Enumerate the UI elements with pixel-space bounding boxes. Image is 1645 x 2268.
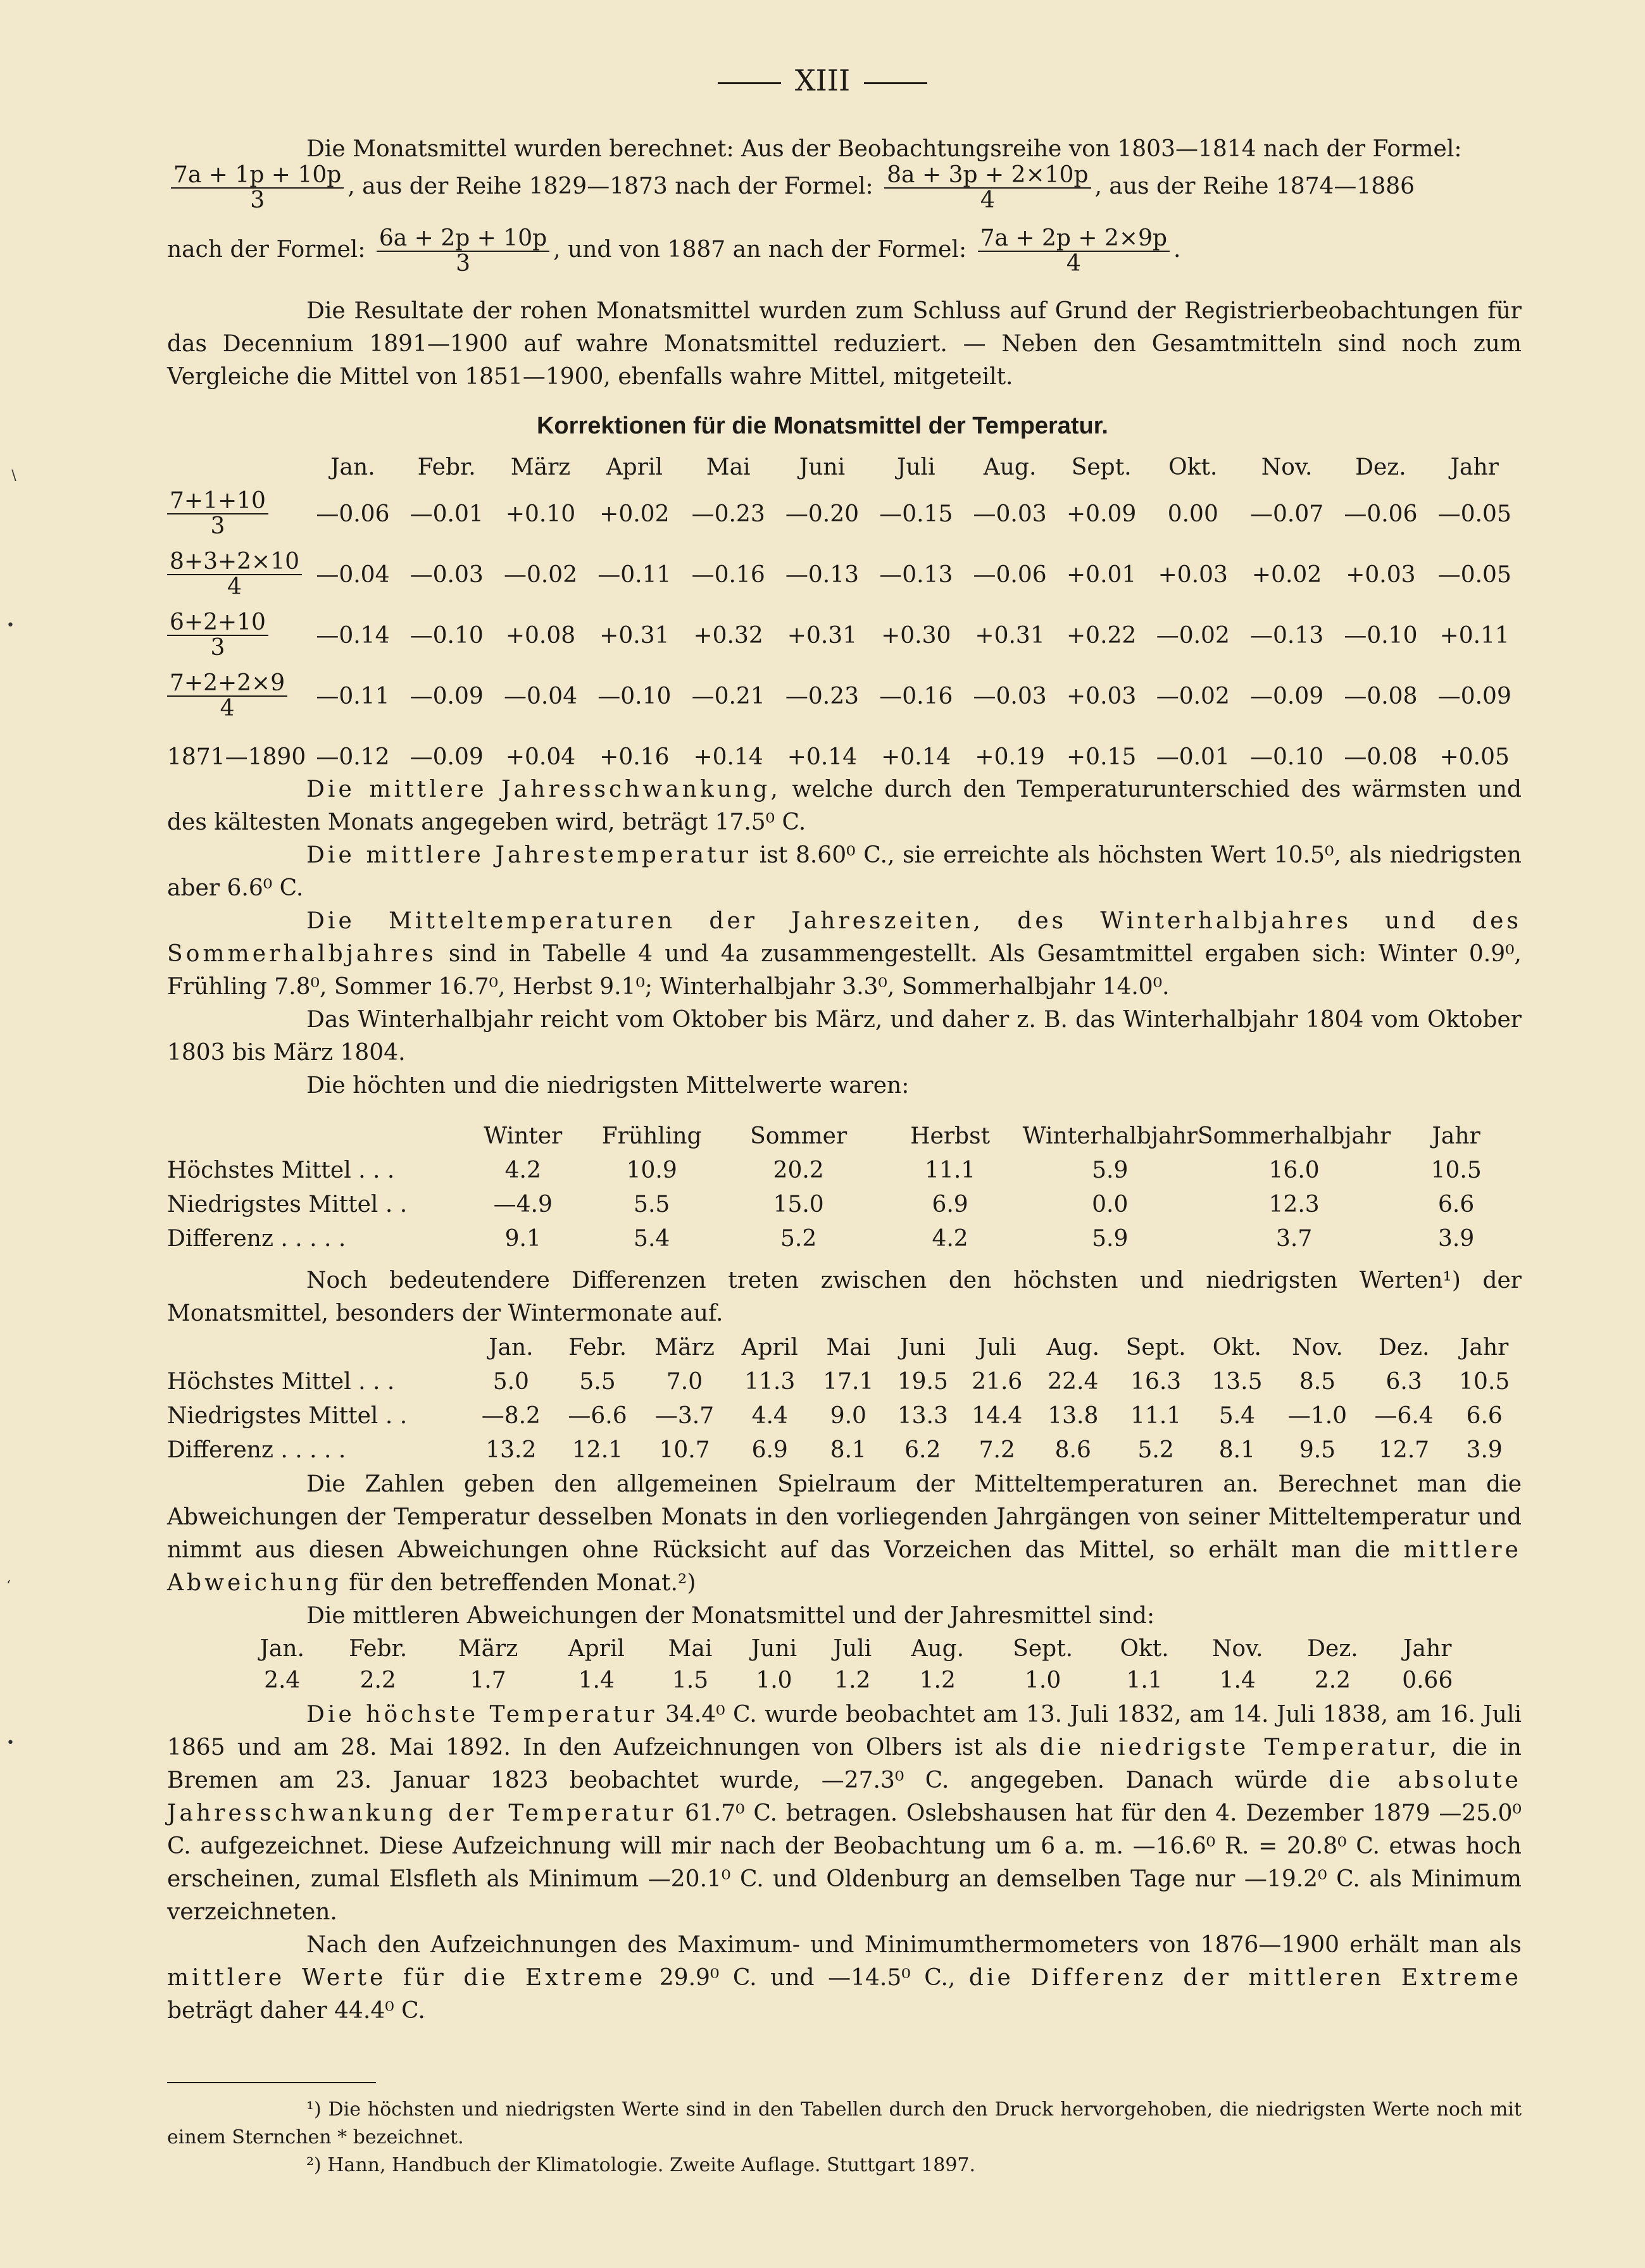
formula-denominator: 3 — [210, 513, 225, 539]
extreme-value: 4.4 — [751, 1402, 788, 1429]
season-value: 12.3 — [1268, 1191, 1320, 1218]
correction-formula — [167, 611, 268, 660]
corrections-row — [167, 666, 1522, 726]
deviations-values-row — [241, 1664, 1475, 1696]
correction-value: —0.20 — [785, 501, 860, 527]
correction-formula-label — [167, 483, 306, 544]
correction-value: —0.10 — [1344, 622, 1418, 649]
corrections-corner-cell — [167, 451, 306, 483]
text-block-1 — [167, 773, 1522, 1102]
correction-value: +0.32 — [693, 622, 763, 649]
correction-value: —0.02 — [1156, 622, 1230, 649]
table-corner-cell — [167, 1119, 462, 1153]
month-header: Febr. — [568, 1334, 627, 1361]
correction-value: —0.05 — [1437, 501, 1511, 527]
correction-value: —0.06 — [1344, 501, 1418, 527]
formula-line-1: $\frac{7a + 1p + 10p}{3}$ , aus der Reihe 1829—1873 nach der Formel: $\frac{8a + 3p + 2⨯10p}{4}$ , aus der Reihe 1874—1886 — [167, 163, 1522, 213]
month-header: Dez. — [1355, 454, 1406, 480]
month-header: Jahr — [1403, 1635, 1452, 1662]
month-header: Febr. — [417, 454, 476, 480]
extreme-value: 6.6 — [1466, 1402, 1503, 1429]
extreme-value: 21.6 — [972, 1368, 1023, 1395]
correction-value: +0.31 — [975, 622, 1045, 649]
extreme-value: 10.7 — [659, 1436, 710, 1463]
correction-formula-label — [167, 666, 306, 726]
month-header: Jahr — [1450, 454, 1499, 480]
deviation-value: 2.2 — [1314, 1667, 1351, 1693]
correction-value: +0.14 — [787, 744, 858, 770]
season-value: 5.4 — [634, 1225, 670, 1252]
para-jahreszeiten: Die Mitteltemperaturen der Jahreszeiten, des Winterhalbjahres und des Sommerhalbjahres sind in Tabelle 4 und 4a zusammengestellt. Als Gesamtmittel ergaben sich: Winter 0.9⁰, Frühling 7.8⁰, Sommer 16.7⁰, Herbst 9.1⁰; Winterhalbjahr 3.3⁰, Sommerhalbjahr 14.0⁰. — [167, 908, 1522, 1000]
correction-value: +0.02 — [599, 501, 670, 527]
extreme-value: 17.1 — [823, 1368, 874, 1395]
extreme-value: 8.1 — [1218, 1436, 1256, 1463]
correction-formula — [167, 671, 287, 721]
para-winterhalbjahr: Das Winterhalbjahr reicht vom Oktober bis März, und daher z. B. das Winterhalbjahr 1804 vom Oktober 1803 bis März 1804. — [167, 1007, 1522, 1066]
month-header: März — [458, 1635, 518, 1662]
monthly-extremes-table — [167, 1330, 1522, 1467]
para-abweichungen-intro: Die mittleren Abweichungen der Monatsmittel und der Jahresmittel sind: — [306, 1603, 1155, 1629]
row-label: Niedrigstes Mittel . . — [167, 1191, 408, 1218]
deviation-value: 1.5 — [672, 1667, 709, 1693]
correction-value: +0.04 — [505, 744, 576, 770]
extremes-row — [167, 1364, 1522, 1399]
season-value: 9.1 — [504, 1225, 541, 1252]
deviation-value: 1.2 — [919, 1667, 956, 1693]
para-extreme: Nach den Aufzeichnungen des Maximum- und Minimumthermometers von 1876—1900 erhält man als mittlere Werte für die Extreme 29.9⁰ C. und —14.5⁰ C., die Differenz der mittleren Extreme beträgt daher 44.4⁰ C. — [167, 1932, 1522, 2024]
correction-value: —0.14 — [316, 622, 390, 649]
extreme-value: 12.7 — [1379, 1436, 1430, 1463]
correction-value: —0.21 — [691, 683, 765, 709]
month-header: April — [606, 454, 663, 480]
deviation-value: 1.7 — [470, 1667, 506, 1693]
extreme-value: 3.9 — [1466, 1436, 1503, 1463]
para-zahlen: Die Zahlen geben den allgemeinen Spielraum der Mitteltemperaturen an. Berechnet man die Abweichungen der Temperatur desselben Monats in den vorliegenden Jahrgängen von seiner Mitteltemperatur und nimmt aus diesen Abweichungen ohne Rücksicht auf das Vorzeichen das Mittel, so erhält man die mittlere Abweichung für den betreffenden Monat.²) — [167, 1471, 1522, 1596]
deviation-value: 1.0 — [756, 1667, 792, 1693]
extremes-row — [167, 1433, 1522, 1467]
corrections-row — [167, 483, 1522, 544]
extreme-value: 5.2 — [1137, 1436, 1174, 1463]
month-header: Jan. — [330, 454, 375, 480]
month-header: Sept. — [1125, 1334, 1186, 1361]
deviation-value: 1.4 — [578, 1667, 615, 1693]
correction-value: —0.13 — [1250, 622, 1324, 649]
correction-value: +0.05 — [1439, 744, 1510, 770]
formula-1: $\frac{7a + 1p + 10p}{3}$ — [171, 163, 344, 213]
season-value: 6.9 — [932, 1191, 968, 1218]
para-jahresschwankung: Die mittlere Jahresschwankung, welche durch den Temperaturunterschied des wärmsten und des kältesten Monats angegeben wird, beträgt 17.5⁰ C. — [167, 776, 1522, 835]
formula-2: $\frac{8a + 3p + 2⨯10p}{4}$ — [884, 163, 1091, 213]
month-header: Dez. — [1307, 1635, 1358, 1662]
month-header: Okt. — [1168, 454, 1218, 480]
seasons-table — [167, 1119, 1522, 1256]
season-header: Sommer — [750, 1123, 848, 1149]
row-label: Differenz . . . . . — [167, 1436, 346, 1463]
correction-value: +0.31 — [787, 622, 858, 649]
formula-intro-text: Die Monatsmittel wurden berechnet: Aus der Beobachtungsreihe von 1803—1814 nach der Formel: — [306, 136, 1462, 162]
month-header: Juli — [833, 1635, 872, 1662]
correction-value: —0.04 — [503, 683, 578, 709]
month-header: Sept. — [1071, 454, 1132, 480]
correction-value: —0.11 — [597, 561, 672, 588]
correction-value: —0.01 — [1156, 744, 1230, 770]
corrections-table — [167, 451, 1522, 787]
extreme-value: 22.4 — [1048, 1368, 1099, 1395]
correction-value: —0.05 — [1437, 561, 1511, 588]
season-value: 5.2 — [780, 1225, 817, 1252]
month-header: April — [741, 1334, 798, 1361]
correction-formula-label — [167, 544, 306, 605]
formula-intro-line — [167, 133, 1522, 166]
correction-value: +0.22 — [1066, 622, 1137, 649]
correction-value: +0.03 — [1066, 683, 1137, 709]
corrections-header-row — [167, 451, 1522, 483]
correction-formula — [167, 550, 302, 599]
footnote-rule — [167, 2082, 376, 2083]
month-header: Dez. — [1378, 1334, 1430, 1361]
correction-value: —0.03 — [973, 501, 1047, 527]
formula-numerator: 7+1+10 — [167, 489, 268, 514]
month-header: Nov. — [1211, 1635, 1263, 1662]
month-header: Jan. — [489, 1334, 534, 1361]
page-number: XIII — [794, 63, 851, 97]
season-value: 3.7 — [1275, 1225, 1313, 1252]
margin-mark: • — [6, 1735, 15, 1751]
correction-value: —0.01 — [410, 501, 484, 527]
correction-value: —0.02 — [1156, 683, 1230, 709]
seasons-row — [167, 1153, 1522, 1187]
month-header: Okt. — [1120, 1635, 1169, 1662]
seasons-row — [167, 1187, 1522, 1221]
correction-value: +0.09 — [1066, 501, 1137, 527]
month-header: Febr. — [349, 1635, 408, 1662]
month-header: Aug. — [1046, 1334, 1100, 1361]
extreme-value: 6.2 — [904, 1436, 941, 1463]
season-value: 3.9 — [1438, 1225, 1475, 1252]
extreme-value: 14.4 — [972, 1402, 1023, 1429]
month-header: Nov. — [1292, 1334, 1343, 1361]
correction-period-label: 1871—1890 — [167, 744, 306, 770]
correction-value: —0.11 — [316, 683, 390, 709]
correction-value: —0.12 — [316, 744, 390, 770]
extreme-value: 13.5 — [1211, 1368, 1263, 1395]
deviation-value: 1.2 — [834, 1667, 871, 1693]
extreme-value: 7.0 — [666, 1368, 703, 1395]
margin-mark: • — [6, 618, 15, 633]
correction-value: —0.08 — [1344, 683, 1418, 709]
month-header: Jan. — [260, 1635, 304, 1662]
month-header: Mai — [706, 454, 751, 480]
correction-value: —0.09 — [410, 683, 484, 709]
corrections-row — [167, 544, 1522, 605]
page-header — [0, 63, 1645, 97]
month-header: März — [654, 1334, 715, 1361]
correction-value: +0.11 — [1439, 622, 1510, 649]
row-label: Differenz . . . . . — [167, 1225, 346, 1252]
correction-value: +0.19 — [975, 744, 1045, 770]
results-paragraph: Die Resultate der rohen Monatsmittel wurden zum Schluss auf Grund der Registrierbeobachtungen für das Decennium 1891—1900 auf wahre Monatsmittel reduziert. — Neben den Gesamtmitteln sind noch zum Vergleiche die Mittel von 1851—1900, ebenfalls wahre Mittel, mitgeteilt. — [167, 298, 1522, 390]
season-header: Herbst — [910, 1123, 991, 1149]
differenzen-paragraph: Noch bedeutendere Differenzen treten zwischen den höchsten und niedrigsten Werten¹) der Monatsmittel, besonders der Wintermonate auf. — [167, 1268, 1522, 1326]
correction-value: +0.03 — [1346, 561, 1416, 588]
correction-value: —0.23 — [785, 683, 860, 709]
month-header: März — [510, 454, 571, 480]
correction-value: —0.13 — [879, 561, 953, 588]
para-hoechsten-intro: Die höchten und die niedrigsten Mittelwerte waren: — [306, 1073, 910, 1099]
extreme-value: 7.2 — [979, 1436, 1015, 1463]
season-value: 16.0 — [1268, 1157, 1320, 1183]
corrections-row — [167, 605, 1522, 666]
correction-value: —0.02 — [503, 561, 578, 588]
correction-value: +0.03 — [1158, 561, 1228, 588]
correction-value: —0.06 — [316, 501, 390, 527]
extreme-value: 5.0 — [492, 1368, 529, 1395]
correction-value: —0.16 — [691, 561, 765, 588]
correction-value: —0.07 — [1250, 501, 1324, 527]
formula-3: $\frac{6a + 2p + 10p}{3}$ — [377, 227, 549, 276]
season-header: Frühling — [601, 1123, 702, 1149]
correction-value: —0.03 — [410, 561, 484, 588]
extreme-value: 8.6 — [1054, 1436, 1091, 1463]
seasons-header-row — [167, 1119, 1522, 1153]
correction-value: +0.30 — [881, 622, 951, 649]
extreme-value: 9.0 — [830, 1402, 866, 1429]
extreme-value: 8.1 — [830, 1436, 866, 1463]
extreme-value: 13.2 — [485, 1436, 537, 1463]
season-value: 10.5 — [1430, 1157, 1482, 1183]
correction-value: +0.16 — [599, 744, 670, 770]
formula-denominator: 3 — [210, 635, 225, 661]
correction-value: +0.10 — [505, 501, 576, 527]
correction-value: —0.16 — [879, 683, 953, 709]
season-header: Winter — [484, 1123, 563, 1149]
season-header: Sommerhalbjahr — [1197, 1123, 1391, 1149]
correction-value: —0.04 — [316, 561, 390, 588]
month-header: Nov. — [1261, 454, 1313, 480]
correction-value: +0.15 — [1066, 744, 1137, 770]
row-label: Höchstes Mittel . . . — [167, 1157, 395, 1183]
extreme-value: —1.0 — [1287, 1402, 1348, 1429]
correction-value: +0.01 — [1066, 561, 1137, 588]
season-value: 6.6 — [1438, 1191, 1475, 1218]
correction-value: —0.10 — [1250, 744, 1324, 770]
month-header: Mai — [826, 1334, 871, 1361]
extreme-value: 10.5 — [1459, 1368, 1510, 1395]
header-rule-left — [718, 82, 781, 84]
extremes-header-row — [167, 1330, 1522, 1364]
correction-formula — [167, 489, 268, 539]
formula-4: $\frac{7a + 2p + 2⨯9p}{4}$ — [978, 227, 1170, 276]
month-header: Juni — [751, 1635, 797, 1662]
formula-denominator: 4 — [220, 695, 235, 721]
row-label: Höchstes Mittel . . . — [167, 1368, 395, 1395]
corrections-title: Korrektionen für die Monatsmittel der Temperatur. — [536, 413, 1108, 439]
formula-numerator: 7+2+2⨯9 — [167, 671, 287, 697]
season-value: 10.9 — [626, 1157, 677, 1183]
month-header: Okt. — [1212, 1334, 1262, 1361]
deviation-value: 2.2 — [360, 1667, 396, 1693]
extreme-value: 19.5 — [897, 1368, 948, 1395]
formula-numerator: 8+3+2⨯10 — [167, 550, 302, 575]
month-header: Juli — [977, 1334, 1016, 1361]
footnote-2: ²) Hann, Handbuch der Klimatologie. Zweite Auflage. Stuttgart 1897. — [306, 2154, 976, 2176]
correction-value: +0.14 — [881, 744, 951, 770]
correction-value: —0.06 — [973, 561, 1047, 588]
deviations-header-row — [241, 1633, 1475, 1664]
correction-value: —0.15 — [879, 501, 953, 527]
seasons-row — [167, 1221, 1522, 1256]
formula-denominator: 4 — [227, 574, 242, 600]
extreme-value: —8.2 — [481, 1402, 541, 1429]
deviation-value: 1.0 — [1025, 1667, 1061, 1693]
season-value: 4.2 — [504, 1157, 541, 1183]
table-corner-cell — [167, 1330, 468, 1364]
correction-value: +0.31 — [599, 622, 670, 649]
extreme-value: 6.3 — [1385, 1368, 1422, 1395]
deviation-value: 1.4 — [1219, 1667, 1256, 1693]
deviation-value: 2.4 — [264, 1667, 301, 1693]
extreme-value: 6.9 — [751, 1436, 788, 1463]
deviation-value: 0.66 — [1402, 1667, 1453, 1693]
footnote-1: ¹) Die höchsten und niedrigsten Werte sind in den Tabellen durch den Druck hervorgehoben, die niedrigsten Werte noch mit einem Sternchen * bezeichnet. — [167, 2098, 1522, 2148]
extreme-value: —6.6 — [568, 1402, 627, 1429]
month-header: Sept. — [1013, 1635, 1073, 1662]
text-block-3 — [167, 1698, 1522, 2028]
extreme-value: 8.5 — [1299, 1368, 1336, 1395]
extreme-value: 16.3 — [1130, 1368, 1182, 1395]
correction-value: —0.13 — [785, 561, 860, 588]
correction-value: —0.10 — [597, 683, 672, 709]
extreme-value: —6.4 — [1374, 1402, 1434, 1429]
formula-numerator: 6+2+10 — [167, 611, 268, 636]
correction-value: +0.02 — [1251, 561, 1322, 588]
season-value: 0.0 — [1092, 1191, 1129, 1218]
month-header: Juni — [899, 1334, 946, 1361]
extreme-value: 13.8 — [1048, 1402, 1099, 1429]
correction-value: —0.09 — [1250, 683, 1324, 709]
para-jahrestemperatur: Die mittlere Jahrestemperatur ist 8.60⁰ C., sie erreichte als höchsten Wert 10.5⁰, als niedrigsten aber 6.6⁰ C. — [167, 842, 1522, 901]
extreme-value: 13.3 — [897, 1402, 948, 1429]
month-header: April — [568, 1635, 625, 1662]
extreme-value: 9.5 — [1299, 1436, 1336, 1463]
correction-value: +0.14 — [693, 744, 763, 770]
correction-value: —0.09 — [410, 744, 484, 770]
season-value: 4.2 — [932, 1225, 968, 1252]
extreme-value: 12.1 — [572, 1436, 623, 1463]
footnotes — [167, 2096, 1522, 2179]
season-value: 11.1 — [925, 1157, 976, 1183]
season-value: —4.9 — [493, 1191, 553, 1218]
correction-formula-label — [167, 605, 306, 666]
extreme-value: —3.7 — [654, 1402, 715, 1429]
extremes-row — [167, 1399, 1522, 1433]
season-value: 20.2 — [773, 1157, 824, 1183]
extreme-value: 5.5 — [579, 1368, 616, 1395]
text-block-2 — [167, 1468, 1522, 1633]
header-rule-right — [864, 82, 927, 84]
row-label: Niedrigstes Mittel . . — [167, 1402, 408, 1429]
correction-value: —0.08 — [1344, 744, 1418, 770]
season-value: 15.0 — [773, 1191, 824, 1218]
month-header: Juni — [799, 454, 846, 480]
season-value: 5.9 — [1092, 1225, 1129, 1252]
correction-value: —0.03 — [973, 683, 1047, 709]
correction-value: —0.09 — [1437, 683, 1511, 709]
para-hoechste-temperatur: Die höchste Temperatur 34.4⁰ C. wurde beobachtet am 13. Juli 1832, am 14. Juli 1838, am 16. Juli 1865 und am 28. Mai 1892. In den Aufzeichnungen von Olbers ist als die niedrigste Temperatur, die in Bremen am 23. Januar 1823 beobachtet wurde, —27.3⁰ C. angegeben. Danach würde die absolute Jahresschwankung der Temperatur 61.7⁰ C. betragen. Oslebshausen hat für den 4. Dezember 1879 —25.0⁰ C. aufgezeichnet. Diese Aufzeichnung will mir nach der Beobachtung um 6 a. m. —16.6⁰ R. = 20.8⁰ C. etwas hoch erscheinen, zumal Elsfleth als Minimum —20.1⁰ C. und Oldenburg an demselben Tage nur —19.2⁰ C. als Minimum verzeichneten. — [167, 1702, 1522, 1925]
season-value: 5.5 — [634, 1191, 670, 1218]
margin-mark: ∖ — [9, 468, 18, 484]
correction-value: —0.23 — [691, 501, 765, 527]
month-header: Mai — [668, 1635, 713, 1662]
season-header: Jahr — [1432, 1123, 1480, 1149]
month-header: Jahr — [1460, 1334, 1509, 1361]
margin-mark: ‘ — [6, 1578, 11, 1594]
season-value: 5.9 — [1092, 1157, 1129, 1183]
deviation-value: 1.1 — [1126, 1667, 1163, 1693]
month-header: Juli — [896, 454, 935, 480]
correction-value: +0.08 — [505, 622, 576, 649]
month-header: Aug. — [911, 1635, 965, 1662]
correction-value: 0.00 — [1167, 501, 1218, 527]
season-header: Winterhalbjahr — [1022, 1123, 1198, 1149]
month-header: Aug. — [983, 454, 1037, 480]
correction-value: —0.10 — [410, 622, 484, 649]
formula-line-2: nach der Formel: $\frac{6a + 2p + 10p}{3}$ , und von 1887 an nach der Formel: $\frac{7a + 2p + 2⨯9p}{4}$ . — [167, 225, 1181, 277]
mean-deviations-table — [241, 1633, 1475, 1696]
extreme-value: 11.1 — [1130, 1402, 1182, 1429]
extreme-value: 11.3 — [744, 1368, 796, 1395]
extreme-value: 5.4 — [1218, 1402, 1256, 1429]
